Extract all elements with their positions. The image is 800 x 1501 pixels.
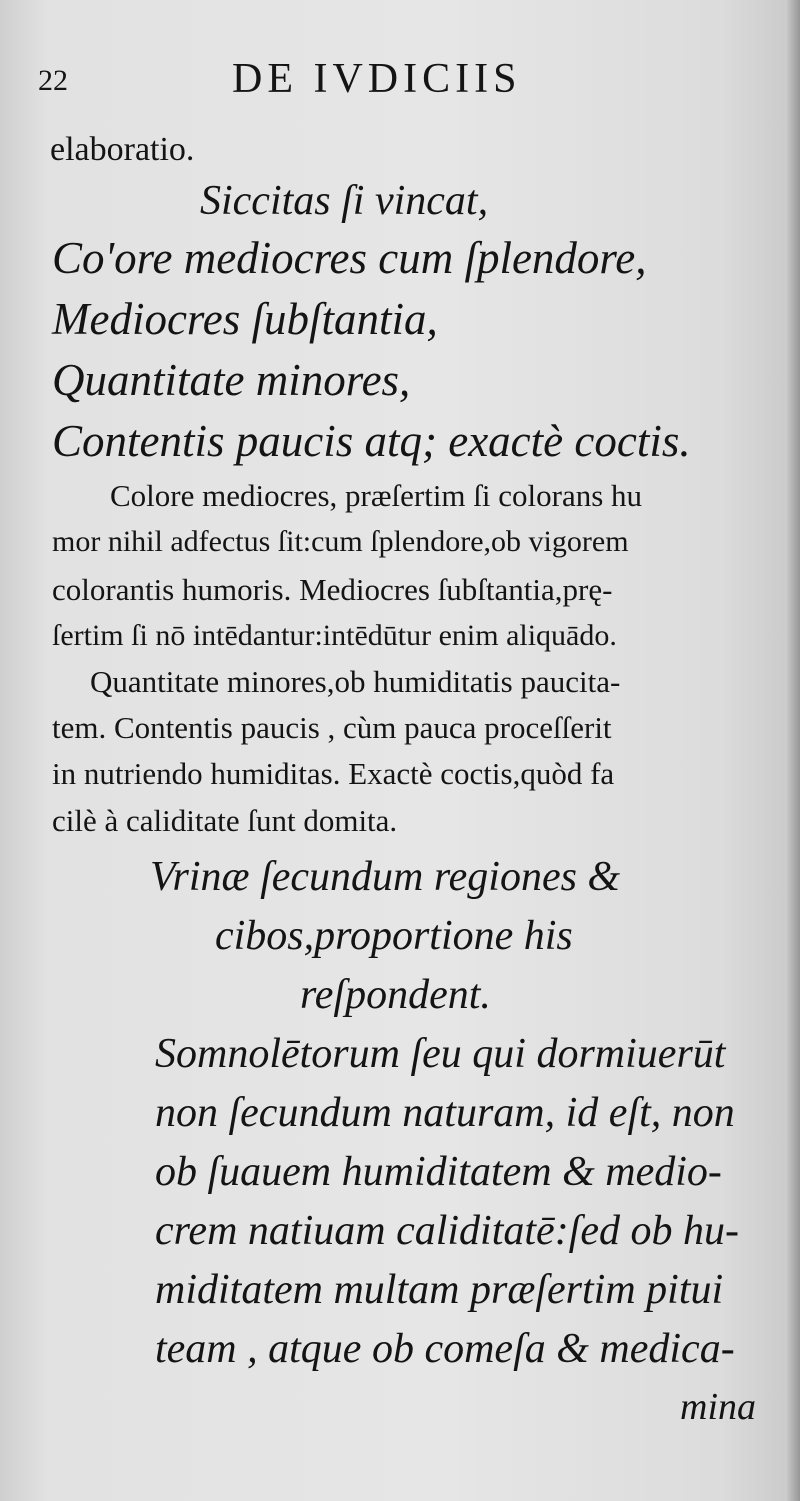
running-title: DE IVDICIIS (232, 56, 522, 102)
verse-line: Siccitas ſi vincat, (200, 178, 489, 224)
italic-text-line: team , atque ob comeſa & medica- (155, 1326, 735, 1372)
italic-text-line: ob ſuauem humiditatem & medio- (155, 1149, 722, 1195)
text-line: ſertim ſi nō intēdantur:intēdūtur enim aliquādo. (52, 619, 617, 652)
verse-line: Co'ore mediocres cum ſplendore, (52, 233, 647, 283)
catchword: mina (680, 1386, 756, 1428)
page-number: 22 (38, 64, 68, 97)
text-line: Colore mediocres, præſertim ſi colorans hu (110, 478, 643, 513)
italic-text-line: crem natiuam caliditatē:ſed ob hu- (155, 1208, 739, 1254)
italic-text-line: miditatem multam præſertim pitui (155, 1267, 724, 1313)
verse-line: Contentis paucis atq; exactè coctis. (52, 416, 691, 466)
subheading-line: Vrinæ ſecundum regiones & (150, 854, 621, 900)
subheading-line: reſpondent. (300, 972, 491, 1018)
text-line: colorantis humoris. Mediocres ſubſtantia,prę- (52, 572, 613, 607)
verse-line: Quantitate minores, (52, 355, 411, 405)
page-edge-shadow (786, 0, 800, 1501)
subheading-line: cibos,proportione his (215, 913, 573, 959)
text-line: cilè à caliditate ſunt domita. (52, 803, 398, 838)
text-line: in nutriendo humiditas. Exactè coctis,quòd fa (52, 756, 615, 791)
italic-text-line: Somnolētorum ſeu qui dormiuerūt (155, 1031, 726, 1077)
text-line: elaboratio. (50, 131, 195, 168)
text-line: tem. Contentis paucis , cùm pauca proceſſerit (52, 710, 612, 745)
verse-line: Mediocres ſubſtantia, (52, 294, 438, 344)
italic-text-line: non ſecundum naturam, id eſt, non (155, 1090, 735, 1136)
text-line: Quantitate minores,ob humiditatis paucita- (90, 664, 621, 699)
text-line: mor nihil adfectus ſit:cum ſplendore,ob vigorem (52, 525, 629, 558)
